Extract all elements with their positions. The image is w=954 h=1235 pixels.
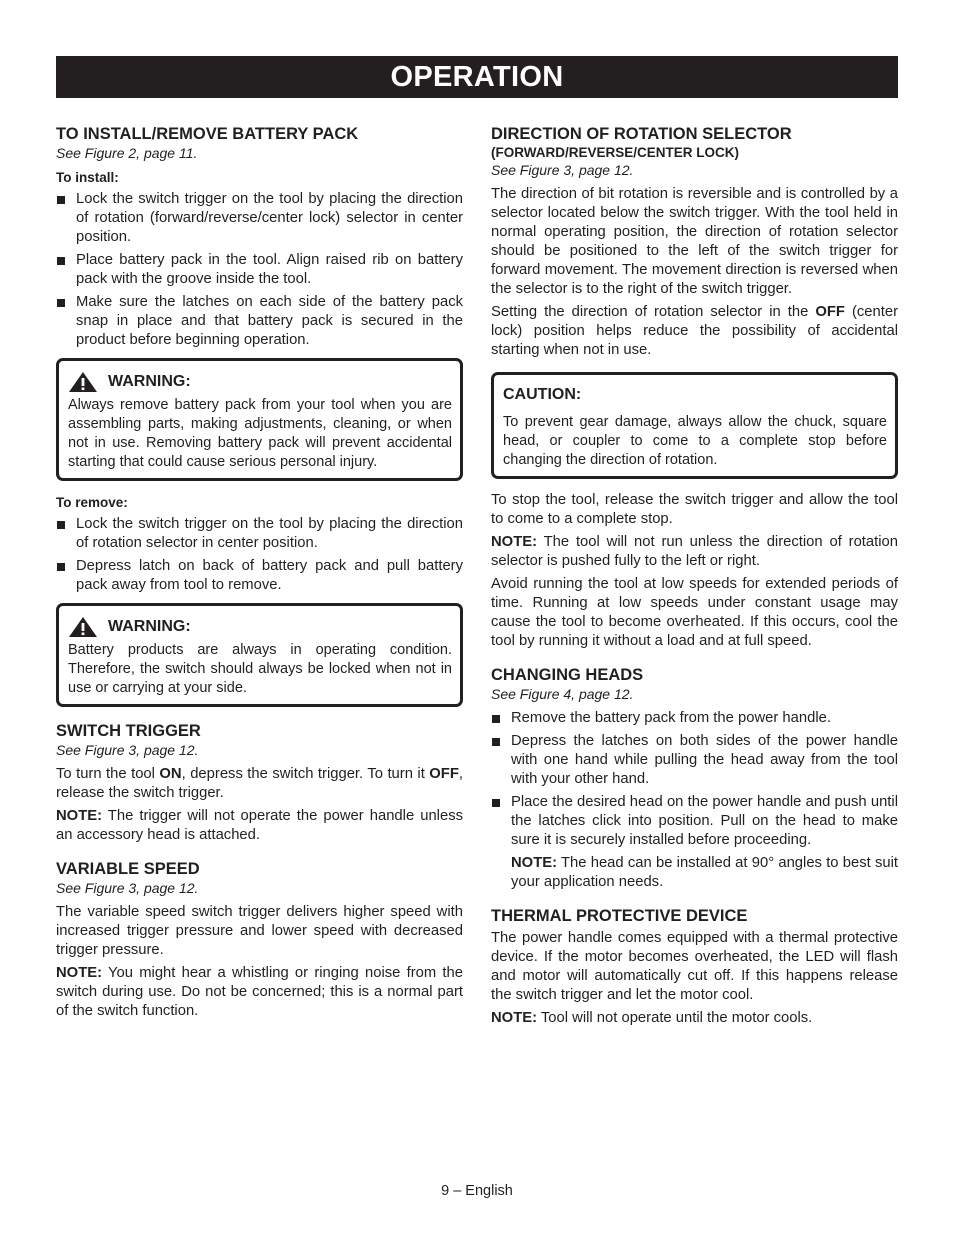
warning-box (56, 358, 463, 481)
remove-list (56, 515, 463, 595)
switch-trigger-heading: SWITCH TRIGGER (56, 722, 201, 740)
direction-paragraph: Avoid running the tool at low speeds for extended periods of time. Running at low speeds under constant usage may cause the tool to become overheated. If this occurs, cool the tool by running it without a load and at full speed. (491, 576, 898, 649)
warning-box (56, 603, 463, 707)
direction-figure-ref: See Figure 3, page 12. (491, 162, 634, 178)
bullet-icon (492, 738, 500, 746)
bullet-icon (57, 521, 65, 529)
heads-list (491, 709, 898, 850)
list-item: Lock the switch trigger on the tool by placing the direction of rotation (forward/reverse/center lock) selector in center position. (56, 190, 463, 247)
caution-title: CAUTION: (503, 386, 582, 403)
to-remove-label: To remove: (56, 495, 128, 510)
changing-heads-heading: CHANGING HEADS (491, 666, 644, 684)
left-column (56, 124, 463, 1025)
list-item: Depress latch on back of battery pack and pull battery pack away from tool to remove. (56, 557, 463, 595)
variable-paragraph: The variable speed switch trigger delivers higher speed with increased trigger pressure and lower speed with decreased trigger pressure. (56, 904, 463, 958)
bullet-icon (57, 299, 65, 307)
switch-trigger-section (56, 721, 463, 845)
page-footer: 9 – English (441, 1183, 513, 1199)
caution-box (491, 372, 898, 479)
warning-title: WARNING: (68, 371, 452, 393)
variable-note: NOTE: You might hear a whistling or ringing noise from the switch during use. Do not be concerned; this is a normal part of the switch function. (56, 965, 463, 1019)
switch-note: NOTE: The trigger will not operate the power handle unless an accessory head is attached. (56, 808, 463, 843)
right-column (491, 124, 898, 1032)
warning-triangle-icon (68, 371, 98, 393)
bullet-icon (492, 715, 500, 723)
variable-figure-ref: See Figure 3, page 12. (56, 880, 199, 896)
install-list (56, 190, 463, 350)
direction-note: NOTE: The tool will not run unless the direction of rotation selector is pushed fully to the left or right. (491, 534, 898, 569)
caution-text: To prevent gear damage, always allow the chuck, square head, or coupler to come to a complete stop before changing the direction of rotation. (503, 414, 887, 468)
warning-title: WARNING: (68, 616, 452, 638)
bullet-icon (492, 799, 500, 807)
direction-paragraph: To stop the tool, release the switch trigger and allow the tool to come to a complete stop. (491, 492, 898, 527)
heads-figure-ref: See Figure 4, page 12. (491, 686, 634, 702)
bullet-icon (57, 257, 65, 265)
thermal-section (491, 906, 898, 1028)
thermal-paragraph: The power handle comes equipped with a thermal protective device. If the motor becomes overheated, the LED will flash and motor will automatically cut off. If this happens release the switch trigger and let the motor cool. (491, 930, 898, 1003)
bullet-icon (57, 563, 65, 571)
list-item: Place battery pack in the tool. Align raised rib on battery pack with the groove inside the tool. (56, 251, 463, 289)
direction-heading: DIRECTION OF ROTATION SELECTOR (491, 125, 792, 143)
heads-note: NOTE: The head can be installed at 90° angles to best suit your application needs. (511, 855, 898, 890)
switch-paragraph: To turn the tool ON, depress the switch trigger. To turn it OFF, release the switch trigger. (56, 766, 463, 801)
to-install-label: To install: (56, 170, 119, 185)
list-item: Depress the latches on both sides of the power handle with one hand while pulling the head away from the tool with your other hand. (491, 732, 898, 789)
list-item: Lock the switch trigger on the tool by placing the direction of rotation selector in center position. (56, 515, 463, 553)
direction-subheading: (FORWARD/REVERSE/CENTER LOCK) (491, 145, 740, 160)
install-figure-ref: See Figure 2, page 11. (56, 145, 198, 161)
direction-paragraph: The direction of bit rotation is reversible and is controlled by a selector located below the switch trigger. With the tool held in normal operating position, the direction of rotation selector should be positioned to the left of the switch trigger for forward movement. The movement direction is reversed when the selector is to the right of the switch trigger. (491, 186, 898, 297)
list-item: Make sure the latches on each side of the battery pack snap in place and that battery pack is secured in the product before beginning operation. (56, 293, 463, 350)
warning-triangle-icon (68, 616, 98, 638)
direction-paragraph: Setting the direction of rotation selector in the OFF (center lock) position helps reduce the possibility of accidental starting when not in use. (491, 304, 898, 358)
page-title: OPERATION (56, 56, 898, 98)
install-heading: TO INSTALL/REMOVE BATTERY PACK (56, 125, 359, 143)
thermal-heading: THERMAL PROTECTIVE DEVICE (491, 907, 748, 925)
switch-figure-ref: See Figure 3, page 12. (56, 742, 199, 758)
changing-heads-section (491, 665, 898, 892)
list-item: Place the desired head on the power handle and push until the latches click into position. Pull on the head to make sure it is securely installed before proceeding. (491, 793, 898, 850)
warning-text: Battery products are always in operating condition. Therefore, the switch should always be locked when not in use or carrying at your side. (68, 642, 452, 696)
list-item: Remove the battery pack from the power handle. (491, 709, 898, 728)
variable-speed-heading: VARIABLE SPEED (56, 860, 200, 878)
thermal-note: NOTE: Tool will not operate until the motor cools. (491, 1010, 813, 1026)
variable-speed-section (56, 859, 463, 1021)
bullet-icon (57, 196, 65, 204)
warning-text: Always remove battery pack from your tool when you are assembling parts, making adjustments, cleaning, or when not in use. Removing battery pack will prevent accidental starting that could cause serious personal injury. (68, 397, 452, 470)
